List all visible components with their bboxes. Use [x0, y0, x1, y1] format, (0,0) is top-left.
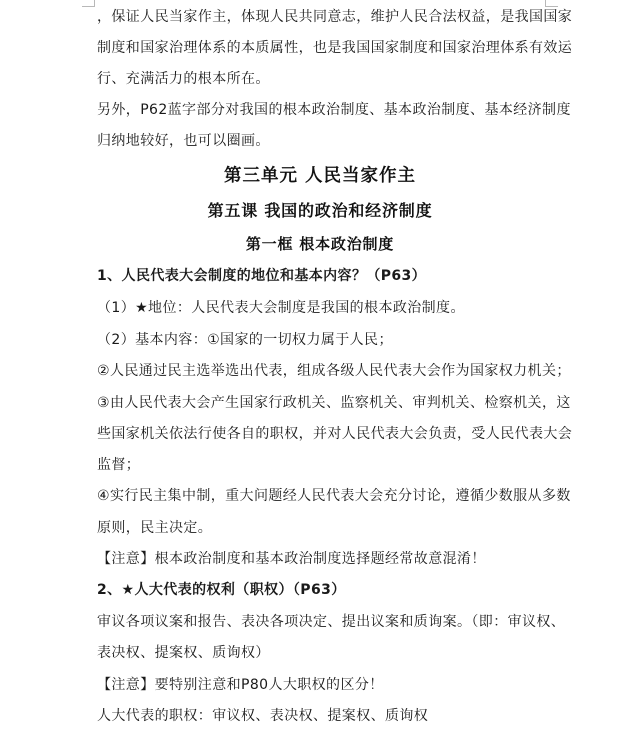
paragraph-line: 审议各项议案和报告、表决各项决定、提出议案和质询案。（即：审议权、	[97, 614, 566, 630]
paragraph-line: ③由人民代表大会产生国家行政机关、监察机关、审判机关、检察机关，这	[97, 395, 571, 411]
page-corner-mark-left	[82, 0, 95, 7]
note-line: 【注意】要特别注意和P80人大职权的区分！	[97, 677, 384, 693]
paragraph-line: （2）基本内容：①国家的一切权力属于人民；	[97, 332, 393, 348]
paragraph-line: ，保证人民当家作主，体现人民共同意志，维护人民合法权益，是我国国家	[97, 9, 573, 25]
paragraph-line: 监督；	[97, 457, 141, 473]
page-corner-mark-right	[545, 0, 558, 7]
paragraph-line: ②人民通过民主选举选出代表，组成各级人民代表大会作为国家权力机关；	[97, 363, 571, 379]
note-line: 【注意】根本政治制度和基本政治制度选择题经常故意混淆！	[97, 551, 486, 567]
paragraph-line: （1）★地位：人民代表大会制度是我国的根本政治制度。	[97, 300, 465, 316]
paragraph-line: ④实行民主集中制，重大问题经人民代表大会充分讨论，遵循少数服从多数	[97, 488, 571, 504]
question-heading: 2、★人大代表的权利（职权）（P63）	[97, 582, 346, 598]
lesson-heading: 第五课 我国的政治和经济制度	[207, 201, 433, 220]
paragraph-line: 另外，P62蓝字部分对我国的根本政治制度、基本政治制度、基本经济制度	[97, 102, 571, 118]
question-heading: 1、人民代表大会制度的地位和基本内容？（P63）	[97, 268, 427, 284]
paragraph-line: 些国家机关依法行使各自的职权，并对人民代表大会负责，受人民代表大会	[97, 426, 573, 442]
paragraph-line: 归纳地较好，也可以圈画。	[97, 133, 270, 149]
paragraph-line: 原则，民主决定。	[97, 520, 213, 536]
section-heading: 第一框 根本政治制度	[245, 235, 395, 253]
paragraph-line: 制度和国家治理体系的本质属性，也是我国国家制度和国家治理体系有效运	[97, 40, 573, 56]
unit-heading: 第三单元 人民当家作主	[223, 166, 417, 186]
paragraph-line: 表决权、提案权、质询权）	[97, 645, 270, 661]
paragraph-line: 人大代表的职权：审议权、表决权、提案权、质询权	[97, 708, 429, 724]
paragraph-line: 行、充满活力的根本所在。	[97, 71, 270, 87]
